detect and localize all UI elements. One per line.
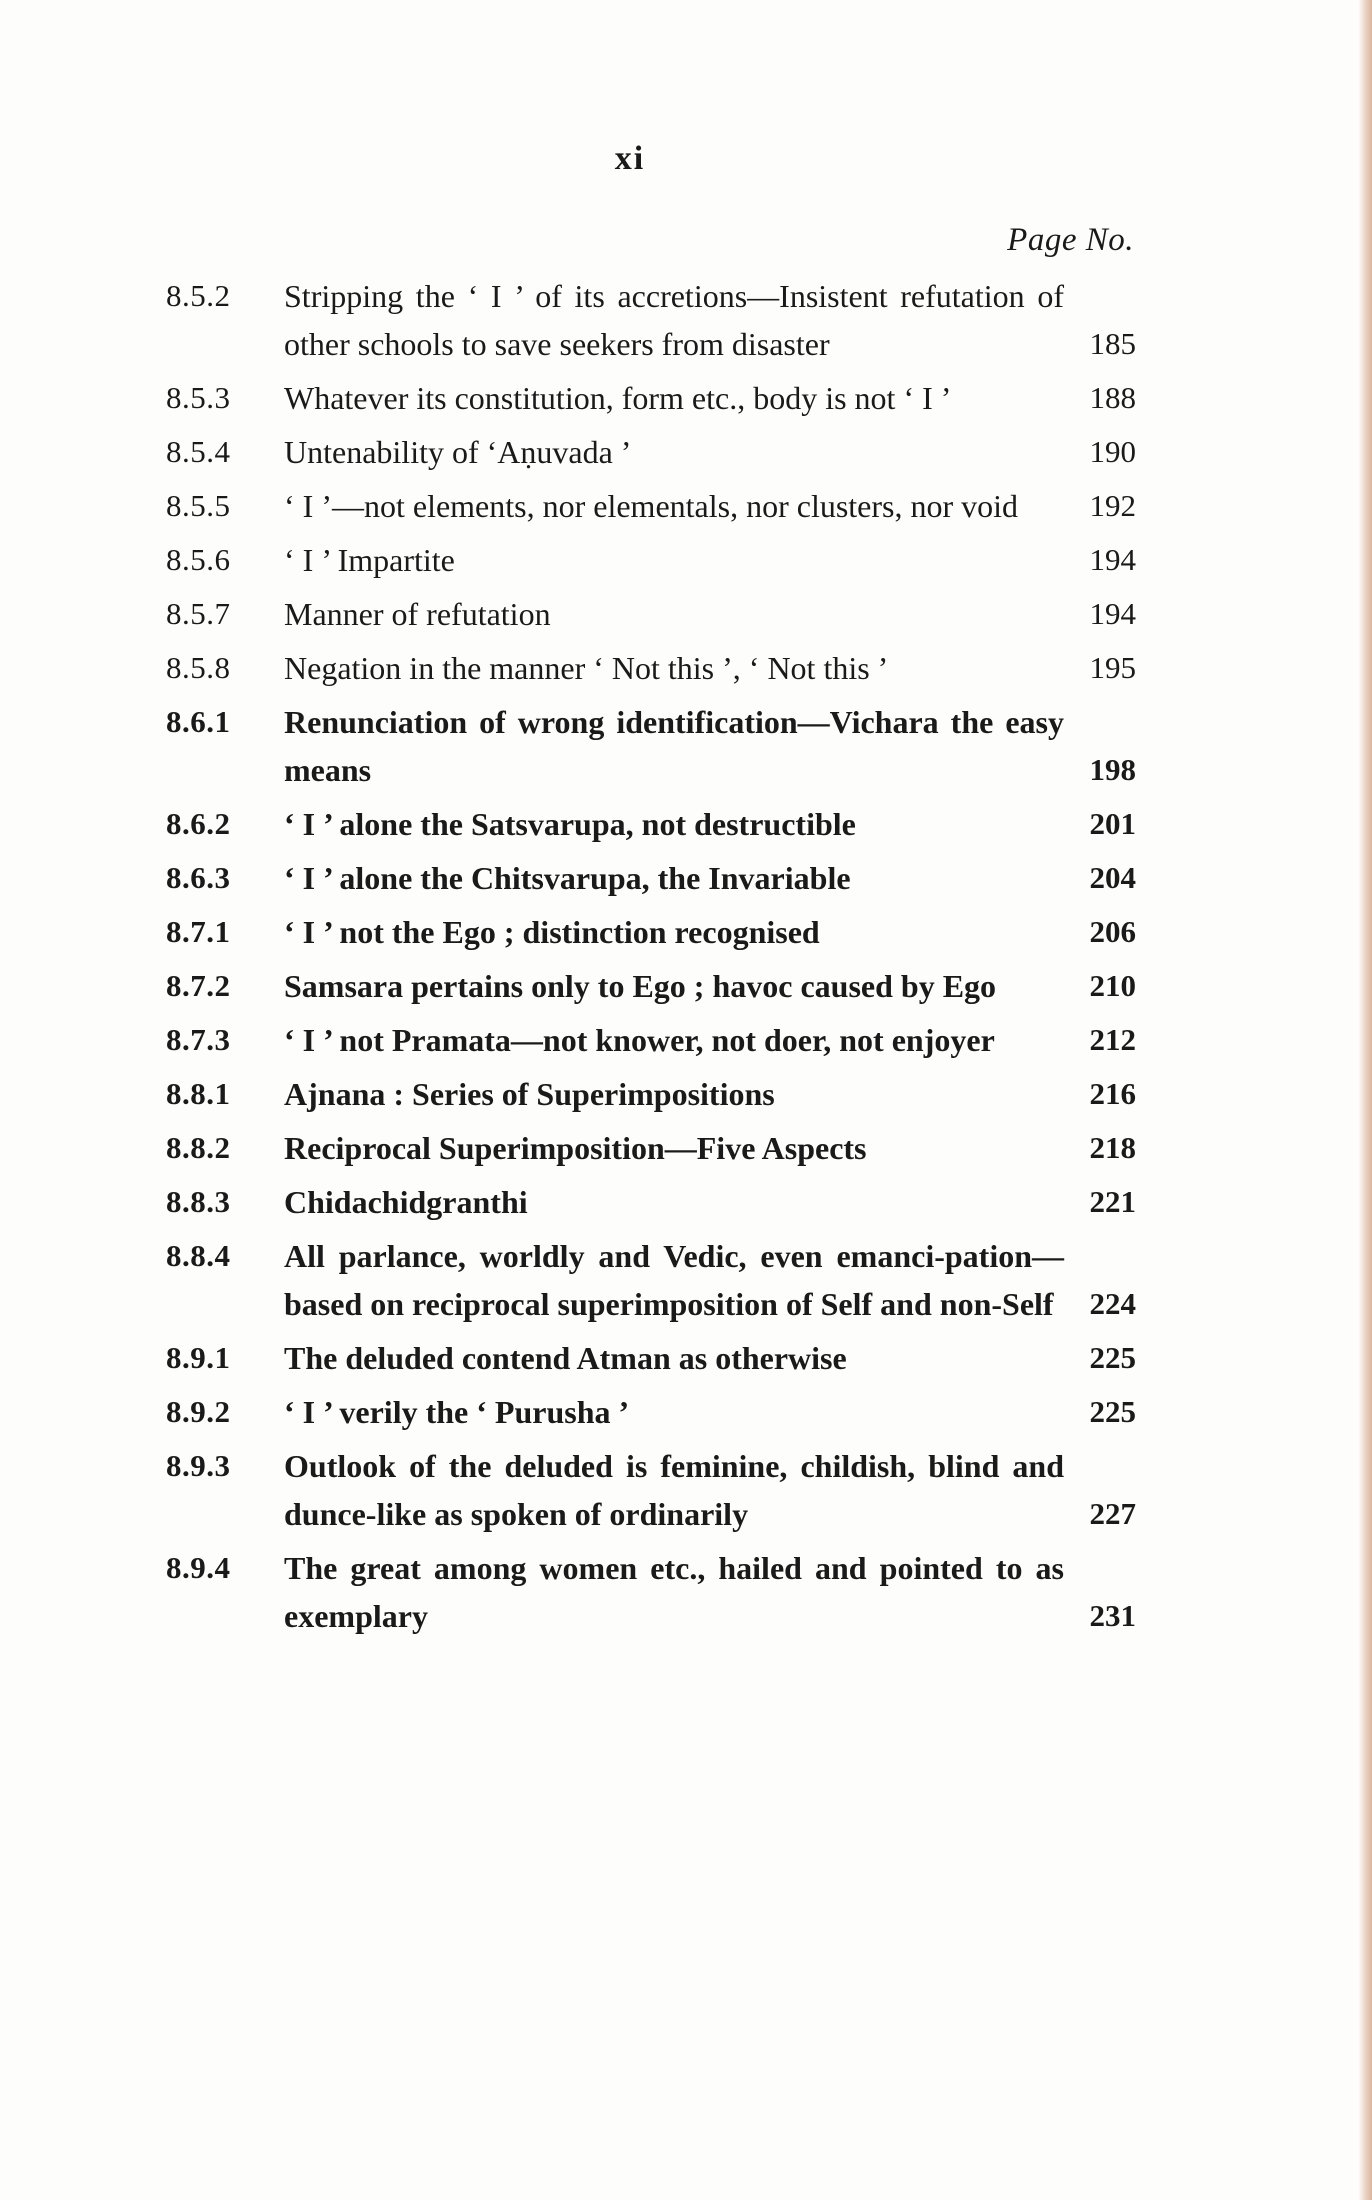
section-number: 8.7.2	[166, 968, 231, 1003]
section-title: Ajnana : Series of Superimpositions	[284, 1076, 775, 1112]
section-title: ‘ I ’ Impartite	[284, 542, 455, 578]
section-title: ‘ I ’ not the Ego ; distinction recognised	[284, 914, 820, 950]
section-number: 8.5.3	[166, 380, 231, 415]
section-page: 201	[1089, 806, 1136, 841]
section-number: 8.6.3	[166, 860, 231, 895]
toc-entry-8-9-2	[166, 1388, 1136, 1436]
section-number: 8.9.4	[166, 1550, 231, 1585]
section-title: All parlance, worldly and Vedic, even emanci-pation—based on reciprocal superimposition of Self and non-Self	[284, 1238, 1064, 1322]
page-number: xi	[614, 140, 646, 177]
section-title: ‘ I ’—not elements, nor elementals, nor clusters, nor void	[284, 488, 1019, 524]
section-number: 8.5.8	[166, 650, 231, 685]
section-number: 8.6.2	[166, 806, 231, 841]
section-page: 195	[1089, 650, 1136, 685]
section-page: 204	[1089, 860, 1136, 895]
section-title: Negation in the manner ‘ Not this ’, ‘ Not this ’	[284, 650, 889, 686]
section-number: 8.5.5	[166, 488, 231, 523]
toc-entry-8-5-8	[166, 644, 1136, 692]
section-page: 231	[1089, 1598, 1136, 1633]
section-title: Outlook of the deluded is feminine, childish, blind and dunce-like as spoken of ordinarily	[284, 1448, 1064, 1532]
section-title: Renunciation of wrong identification—Vichara the easy means	[284, 704, 1064, 788]
section-page: 221	[1089, 1184, 1136, 1219]
section-number: 8.5.4	[166, 434, 231, 469]
section-title: The great among women etc., hailed and pointed to as exemplary	[284, 1550, 1064, 1634]
section-page: 224	[1089, 1286, 1136, 1321]
section-title: Chidachidgranthi	[284, 1184, 528, 1220]
toc-entry-8-8-4	[166, 1232, 1136, 1328]
toc-entry-8-5-3	[166, 374, 1136, 422]
toc-entry-8-5-6	[166, 536, 1136, 584]
toc-entry-8-8-2	[166, 1124, 1136, 1172]
section-title: The deluded contend Atman as otherwise	[284, 1340, 847, 1376]
section-page: 216	[1089, 1076, 1136, 1111]
section-title: Manner of refutation	[284, 596, 551, 632]
toc-entry-8-5-7	[166, 590, 1136, 638]
toc-entry-8-6-3	[166, 854, 1136, 902]
toc-entry-8-5-2	[166, 272, 1136, 368]
section-number: 8.8.4	[166, 1238, 231, 1273]
toc-entry-8-5-5	[166, 482, 1136, 530]
section-number: 8.9.2	[166, 1394, 231, 1429]
section-page: 192	[1089, 488, 1136, 523]
section-title: ‘ I ’ alone the Satsvarupa, not destructible	[284, 806, 856, 842]
section-title: Stripping the ‘ I ’ of its accretions—Insistent refutation of other schools to save seekers from disaster	[284, 278, 1064, 362]
section-page: 194	[1089, 542, 1136, 577]
toc-entry-8-6-2	[166, 800, 1136, 848]
toc-entry-8-9-1	[166, 1334, 1136, 1382]
toc-entry-8-9-3	[166, 1442, 1136, 1538]
toc-entry-8-8-1	[166, 1070, 1136, 1118]
toc-entry-8-7-2	[166, 962, 1136, 1010]
section-page: 225	[1089, 1394, 1136, 1429]
section-number: 8.7.3	[166, 1022, 231, 1057]
toc-entry-8-9-4	[166, 1544, 1136, 1640]
section-page: 225	[1089, 1340, 1136, 1375]
toc-entry-8-7-3	[166, 1016, 1136, 1064]
section-page: 212	[1089, 1022, 1136, 1057]
section-page: 190	[1089, 434, 1136, 469]
section-page: 188	[1089, 380, 1136, 415]
section-title: Samsara pertains only to Ego ; havoc caused by Ego	[284, 968, 997, 1004]
toc-entry-8-8-3	[166, 1178, 1136, 1226]
section-number: 8.5.2	[166, 278, 231, 313]
section-title: Untenability of ‘Aṇuvada ’	[284, 434, 632, 470]
section-number: 8.9.3	[166, 1448, 231, 1483]
section-number: 8.8.3	[166, 1184, 231, 1219]
section-title: Whatever its constitution, form etc., body is not ‘ I ’	[284, 380, 952, 416]
section-page: 185	[1089, 326, 1136, 361]
section-number: 8.8.2	[166, 1130, 231, 1165]
table-of-contents	[166, 272, 1136, 1646]
toc-entry-8-6-1	[166, 698, 1136, 794]
section-number: 8.5.6	[166, 542, 231, 577]
section-title: ‘ I ’ alone the Chitsvarupa, the Invariable	[284, 860, 851, 896]
section-number: 8.6.1	[166, 704, 231, 739]
section-page: 210	[1089, 968, 1136, 1003]
section-title: Reciprocal Superimposition—Five Aspects	[284, 1130, 867, 1166]
section-title: ‘ I ’ verily the ‘ Purusha ’	[284, 1394, 630, 1430]
section-page: 194	[1089, 596, 1136, 631]
page-edge-shadow	[1358, 0, 1372, 2200]
section-page: 206	[1089, 914, 1136, 949]
section-number: 8.7.1	[166, 914, 231, 949]
section-page: 218	[1089, 1130, 1136, 1165]
section-title: ‘ I ’ not Pramata—not knower, not doer, not enjoyer	[284, 1022, 995, 1058]
section-page: 198	[1089, 752, 1136, 787]
section-number: 8.8.1	[166, 1076, 231, 1111]
section-number: 8.5.7	[166, 596, 231, 631]
toc-entry-8-5-4	[166, 428, 1136, 476]
toc-entry-8-7-1	[166, 908, 1136, 956]
section-page: 227	[1089, 1496, 1136, 1531]
section-number: 8.9.1	[166, 1340, 231, 1375]
page-no-column-header: Page No.	[1007, 222, 1134, 258]
